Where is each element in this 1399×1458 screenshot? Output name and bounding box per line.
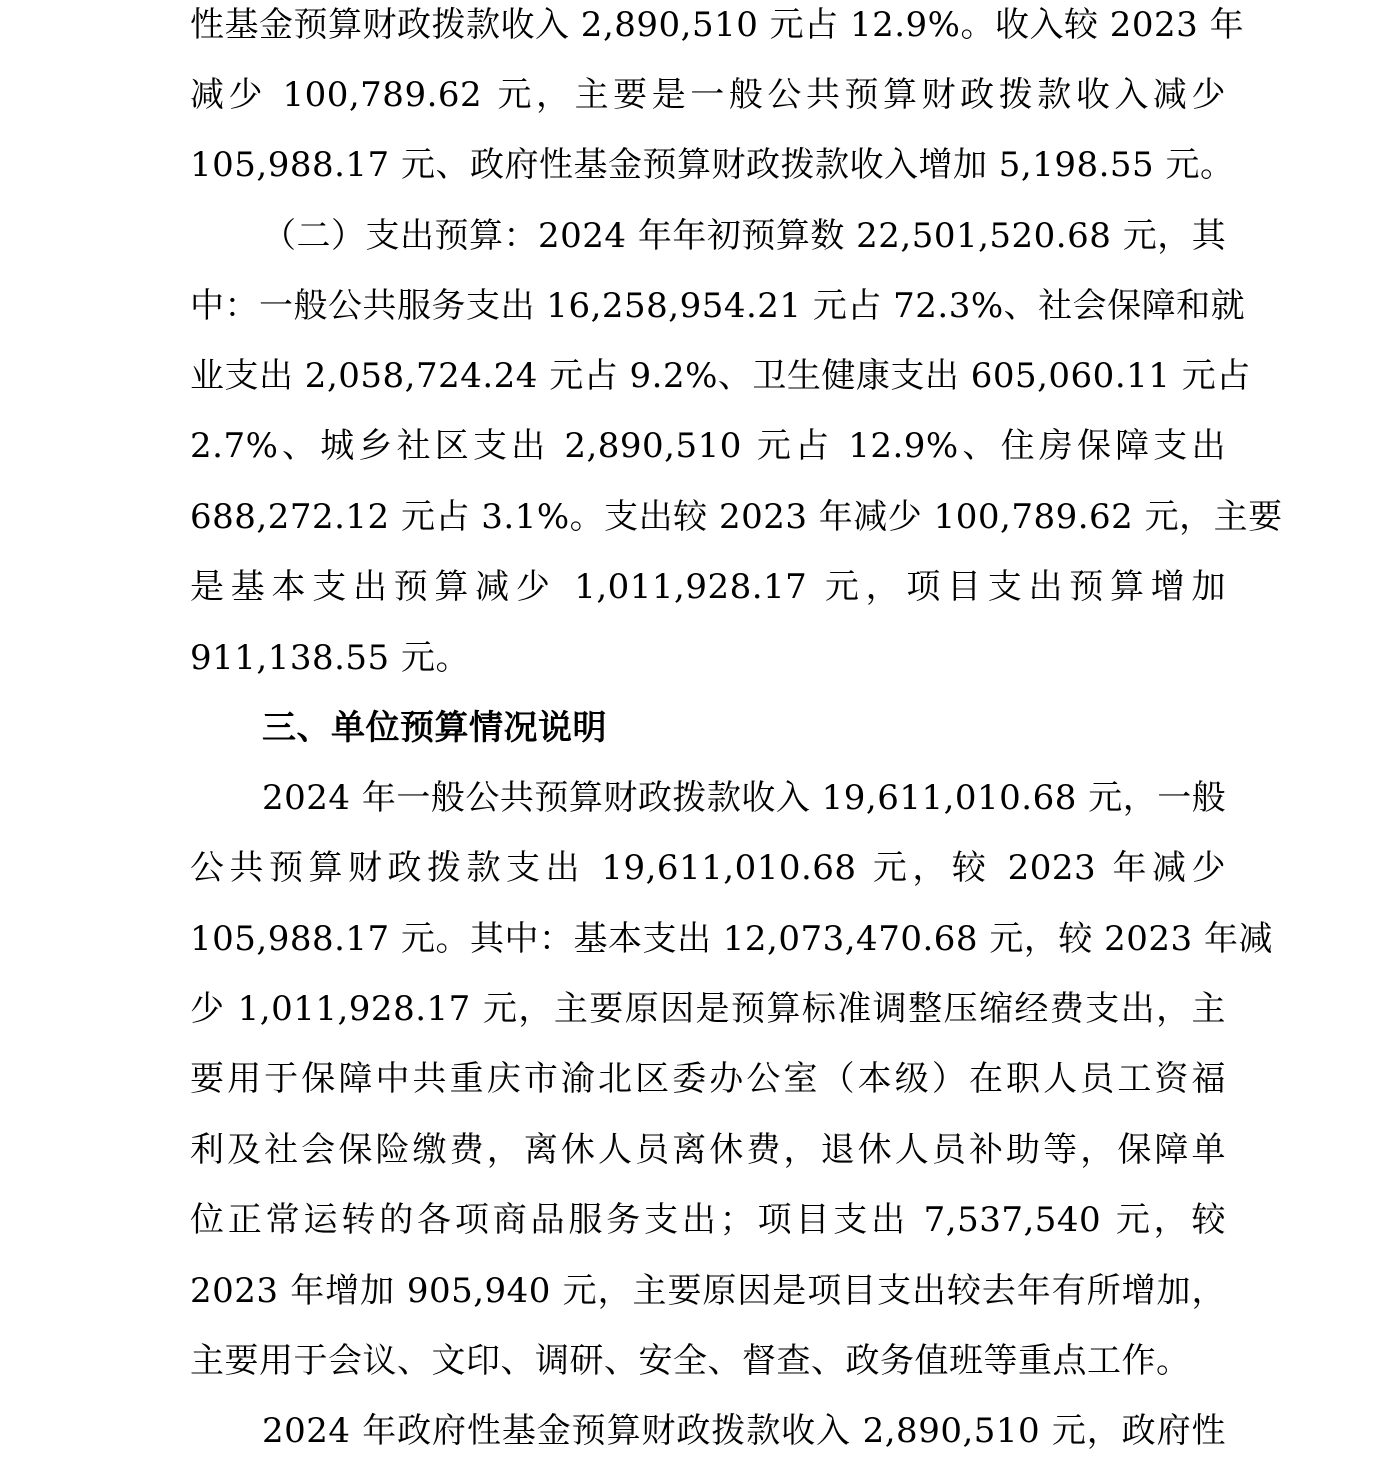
- body-text-line: 911,138.55 元。: [190, 638, 470, 678]
- body-text-line: 105,988.17 元、政府性基金预算财政拨款收入增加 5,198.55 元。: [190, 145, 1235, 185]
- body-text-line: 减少 100,789.62 元，主要是一般公共预算财政拨款收入减少: [190, 75, 1226, 115]
- section-subtitle-expenditure-budget: （二）支出预算：2024 年年初预算数 22,501,520.68 元，其: [262, 216, 1227, 256]
- body-text-line: 利及社会保险缴费，离休人员离休费，退休人员补助等，保障单: [190, 1130, 1226, 1170]
- body-text-line: 105,988.17 元。其中：基本支出 12,073,470.68 元，较 2023 年减: [190, 919, 1273, 959]
- body-text-line: 2.7%、城乡社区支出 2,890,510 元占 12.9%、住房保障支出: [190, 426, 1226, 466]
- body-text-line: 中：一般公共服务支出 16,258,954.21 元占 72.3%、社会保障和就: [190, 286, 1246, 326]
- body-text-line: 性基金预算财政拨款收入 2,890,510 元占 12.9%。收入较 2023 年: [190, 5, 1245, 45]
- body-text-line: 2023 年增加 905,940 元，主要原因是项目支出较去年有所增加，: [190, 1271, 1226, 1311]
- paragraph-first-line: 2024 年政府性基金预算财政拨款收入 2,890,510 元，政府性: [262, 1411, 1226, 1451]
- body-text-line: 公共预算财政拨款支出 19,611,010.68 元，较 2023 年减少: [190, 848, 1226, 888]
- section-heading-unit-budget: 三、单位预算情况说明: [262, 708, 607, 748]
- paragraph-first-line: 2024 年一般公共预算财政拨款收入 19,611,010.68 元，一般: [262, 778, 1227, 818]
- body-text-line: 是基本支出预算减少 1,011,928.17 元，项目支出预算增加: [190, 567, 1226, 607]
- body-text-line: 主要用于会议、文印、调研、安全、督查、政务值班等重点工作。: [190, 1341, 1191, 1381]
- body-text-line: 业支出 2,058,724.24 元占 9.2%、卫生健康支出 605,060.11 元占: [190, 356, 1251, 396]
- body-text-line: 少 1,011,928.17 元，主要原因是预算标准调整压缩经费支出，主: [190, 989, 1226, 1029]
- body-text-line: 要用于保障中共重庆市渝北区委办公室（本级）在职人员工资福: [190, 1059, 1226, 1099]
- body-text-line: 688,272.12 元占 3.1%。支出较 2023 年减少 100,789.62 元，主要: [190, 497, 1283, 537]
- body-text-line: 位正常运转的各项商品服务支出；项目支出 7,537,540 元，较: [190, 1200, 1226, 1240]
